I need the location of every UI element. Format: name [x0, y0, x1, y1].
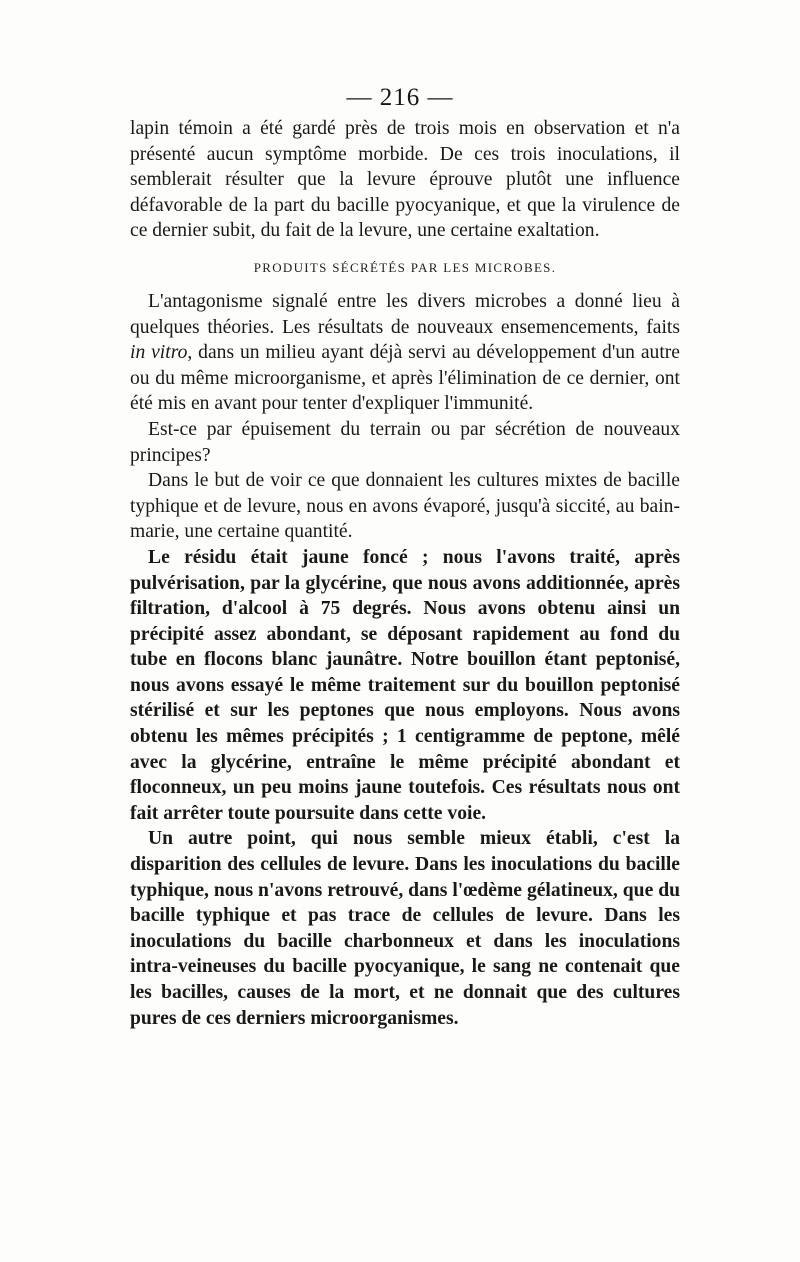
paragraph-mixed-cultures: Dans le but de voir ce que donnaient les cultures mixtes de bacille typhique et de levure, nous en avons évaporé, jusqu'à siccité, au bain-marie, une certaine quantité. [130, 470, 680, 543]
paragraph-yeast-disappearance: Un autre point, qui nous semble mieux établi, c'est la disparition des cellules de levure. Dans les inoculations du bacille typhique, nous n'avons retrouvé, dans l'œdème gélatineux, que du bacille typhique et pas trace de cellules de levure. Dans les inoculations du bacille charbonneux et dans les inoculations intra-veineuses du bacille pyocyanique, le sang ne contenait que les bacilles, causes de la mort, et ne donnait que des cultures pures de ces derniers microorganismes. [130, 828, 680, 1029]
paragraph-residue: Le résidu était jaune foncé ; nous l'avons traité, après pulvérisation, par la glycérine, que nous avons additionnée, après filtration, d'alcool à 75 degrés. Nous avons obtenu ainsi un précipité assez abondant, se déposant rapidement au fond du tube en flocons blanc jaunâtre. Notre bouillon étant peptonisé, nous avons essayé le même traitement sur du bouillon peptonisé stérilisé et sur les peptones que nous employons. Nous avons obtenu les mêmes précipités ; 1 centigramme de peptone, mêlé avec la glycérine, entraîne le même précipité abondant et floconneux, un peu moins jaune toutefois. Ces résultats nous ont fait arrêter toute poursuite dans cette voie. [130, 546, 680, 824]
paragraph-antagonism [130, 289, 680, 417]
paragraph-antagonism-part1: L'antagonisme signalé entre les divers microbes a donné lieu à quelques théories. Les résultats de nouveaux ensemencements, faits [130, 290, 680, 338]
paragraph-question: Est-ce par épuisement du terrain ou par sécrétion de nouveaux principes? [130, 418, 680, 466]
paragraph-continuation: lapin témoin a été gardé près de trois mois en observation et n'a présenté aucun symptôme morbide. De ces trois inoculations, il semblerait résulter que la levure éprouve plutôt une influence défavorable de la part du bacille pyocyanique, et que la virulence de ce dernier subit, du fait de la levure, une certaine exaltation. [130, 118, 680, 242]
in-vitro-italic: in vitro [130, 342, 188, 364]
section-heading: PRODUITS SÉCRÉTÉS PAR LES MICROBES. [253, 259, 557, 275]
paragraph-antagonism-part2: , dans un milieu ayant déjà servi au développement d'un autre ou du même microorganisme, et après l'élimination de ce dernier, ont été mis en avant pour tenter d'expliquer l'immunité. [130, 342, 680, 415]
page-body [130, 116, 680, 1031]
page-number: — 216 — [346, 84, 454, 111]
